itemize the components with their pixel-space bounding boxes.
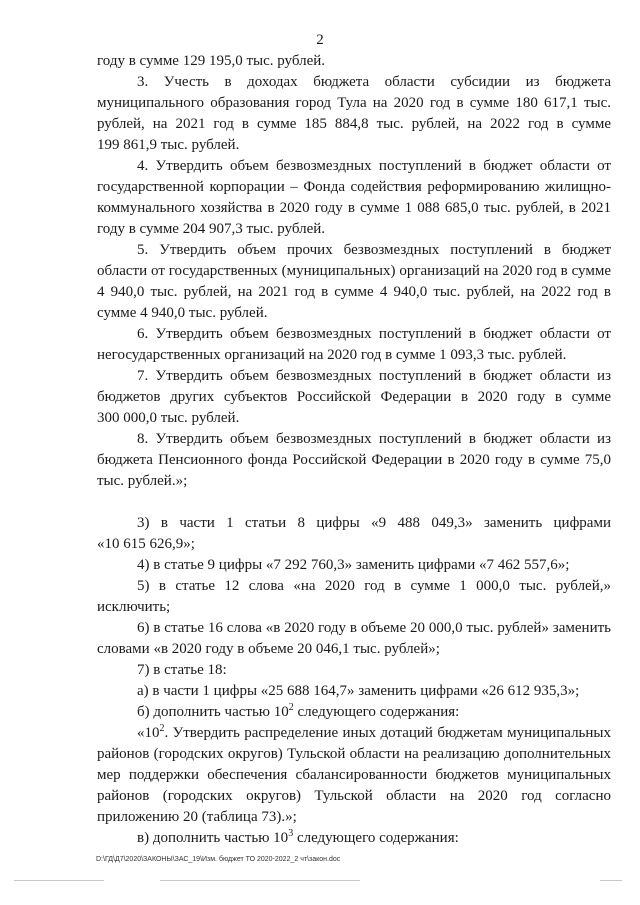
text-line	[137, 828, 459, 849]
superscript: 2	[288, 702, 294, 713]
scan-artifact	[600, 880, 622, 881]
text-line: области от государственных (муниципальных) организаций на 2020 год в сумме	[97, 263, 611, 279]
text-line: году в сумме 204 907,3 тыс. рублей.	[97, 221, 326, 237]
text-line: исключить;	[97, 599, 171, 615]
text-line: бюджетов других субъектов Российской Федерации в 2020 году в сумме	[97, 389, 611, 405]
scan-artifact	[14, 880, 104, 881]
file-path-footer: D:\ГД\Д7\2020\ЗАКОНЫ\ЗАС_19\Изм. бюджет ТО 2020-2022_2 чт\закон.doc	[96, 856, 341, 863]
text-line: негосударственных организаций на 2020 год в сумме 1 093,3 тыс. рублей.	[97, 347, 567, 363]
text-line: 300 000,0 тыс. рублей.	[97, 410, 240, 426]
text-line: коммунального хозяйства в 2020 году в сумме 1 088 685,0 тыс. рублей, в 2021	[97, 200, 611, 216]
text-line	[137, 702, 459, 723]
text-line: 4) в статье 9 цифры «7 292 760,3» заменить цифрами «7 462 557,6»;	[137, 557, 570, 573]
text-line: 3) в части 1 статьи 8 цифры «9 488 049,3» заменить цифрами	[137, 515, 611, 531]
text-line: «10 615 626,9»;	[97, 536, 195, 552]
scan-artifact	[160, 880, 360, 881]
text-fragment: . Утвердить распределение иных дотаций бюджетам муниципальных	[164, 725, 611, 741]
text-line: муниципального образования город Тула на 2020 год в сумме 180 617,1 тыс.	[97, 95, 611, 111]
text-line: рублей, на 2021 год в сумме 185 884,8 тыс. рублей, на 2022 год в сумме	[97, 116, 611, 132]
text-line: 4. Утвердить объем безвозмездных поступлений в бюджет области от	[137, 158, 611, 174]
text-line: 8. Утвердить объем безвозмездных поступлений в бюджет области из	[137, 431, 611, 447]
text-line: 5) в статье 12 слова «на 2020 год в сумме 1 000,0 тыс. рублей,»	[137, 578, 611, 594]
text-line: а) в части 1 цифры «25 688 164,7» заменить цифрами «26 612 935,3»;	[137, 683, 580, 699]
superscript: 2	[159, 723, 165, 734]
text-line: приложению 20 (таблица 73).»;	[97, 809, 297, 825]
text-line	[137, 723, 611, 744]
text-line: сумме 4 940,0 тыс. рублей.	[97, 305, 268, 321]
text-line: 7. Утвердить объем безвозмездных поступлений в бюджет области из	[137, 368, 611, 384]
text-fragment: в) дополнить частью 10	[137, 830, 289, 846]
text-fragment: следующего содержания:	[293, 830, 459, 846]
text-line: государственной корпорации – Фонда содействия реформированию жилищно-	[97, 179, 611, 195]
text-line: 5. Утвердить объем прочих безвозмездных поступлений в бюджет	[137, 242, 611, 258]
text-line: 199 861,9 тыс. рублей.	[97, 137, 240, 153]
page-number: 2	[316, 32, 324, 48]
text-line: 6) в статье 16 слова «в 2020 году в объеме 20 000,0 тыс. рублей» заменить	[137, 620, 611, 636]
text-line: словами «в 2020 году в объеме 20 046,1 тыс. рублей»;	[97, 641, 440, 657]
text-line: 4 940,0 тыс. рублей, на 2021 год в сумме 4 940,0 тыс. рублей, на 2022 год в	[97, 284, 611, 300]
text-line: 3. Учесть в доходах бюджета области субсидии из бюджета	[137, 74, 611, 90]
text-fragment: «10	[137, 725, 160, 741]
text-line: 7) в статье 18:	[137, 662, 227, 678]
text-line: мер поддержки обеспечения сбалансированности бюджетов муниципальных	[97, 767, 611, 783]
text-line: году в сумме 129 195,0 тыс. рублей.	[97, 53, 326, 69]
superscript: 3	[288, 828, 294, 839]
text-fragment: следующего содержания:	[293, 704, 460, 720]
text-fragment: б) дополнить частью 10	[137, 704, 289, 720]
text-line: тыс. рублей.»;	[97, 473, 188, 489]
text-line: 6. Утвердить объем безвозмездных поступлений в бюджет области от	[137, 326, 611, 342]
text-line: районов (городских округов) Тульской области на 2020 год согласно	[97, 788, 611, 804]
text-line: бюджета Пенсионного фонда Российской Федерации в 2020 году в сумме 75,0	[97, 452, 611, 468]
text-line: районов (городских округов) Тульской области на реализацию дополнительных	[97, 746, 611, 762]
